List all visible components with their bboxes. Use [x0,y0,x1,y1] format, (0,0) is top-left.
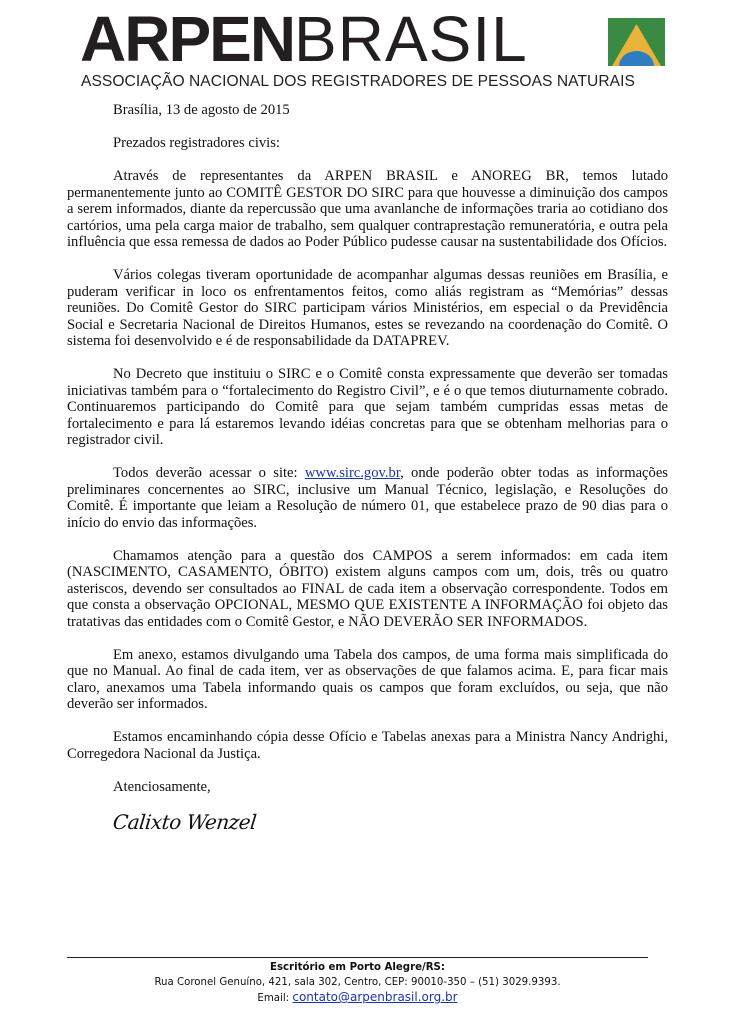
paragraph-site [67,465,668,531]
footer-email-link[interactable]: contato@arpenbrasil.org.br [292,990,458,1004]
sirc-site-link[interactable]: www.sirc.gov.br [304,465,401,481]
site-text-before: Todos deverão acessar o site: [113,465,305,481]
signature: Calixto Wenzel [111,810,258,834]
signature-block [67,809,668,835]
site-text-after: , onde poderão obter todas as informações preliminares concernentes ao SIRC, inclusive um Manual Técnico, legislação, e Resoluções do Comitê. É importante que leiam a Resolução de número 01, que estabelece prazo de 90 dias para o início do envio das informações. [67,465,668,531]
footer-divider [67,957,648,958]
letter-closing: Atenciosamente, [113,778,211,795]
paragraph-fields: Chamamos atenção para a questão dos CAMPOS a serem informados: em cada item (NASCIMENTO, CASAMENTO, ÓBITO) existem alguns campos com um, dois, três ou quatro asteriscos, devendo ser consultados ao FINAL de cada item a observação correspondente. Todos em que consta a observação OPCIONAL, MESMO QUE EXISTENTE A INFORMAÇÃO foi objeto das tratativas das entidades com o Comitê Gestor, e NÃO DEVERÃO SER INFORMADOS. [67,547,668,630]
brazil-flag-emblem-icon [608,18,665,66]
arpen-brasil-logo [0,0,738,100]
logo-wordmark-bold: ARPEN [80,3,295,75]
paragraph-decree: No Decreto que instituiu o SIRC e o Comitê consta expressamente que deverão ser tomadas iniciativas também para o “fortalecimento do Registro Civil”, e é o que temos diuturnamente cobrado. Continuaremos participando do Comitê para que sejam também cumpridas essas metas de fortalecimento e para lá estaremos levando idéias concretas para que se obtenham melhorias para o registrador civil. [67,366,668,448]
letter-salutation: Prezados registradores civis: [113,135,280,151]
logo-wordmark-light: BRASIL [294,3,528,75]
footer-address: Rua Coronel Genuíno, 421, sala 302, Centro, CEP: 90010-350 – (51) 3029.9393. [154,977,561,988]
footer-email-label: Email: [257,993,293,1004]
paragraph-meetings: Vários colegas tiveram oportunidade de acompanhar algumas dessas reuniões em Brasília, e puderam verificar in loco os enfrentamentos feitos, como aliás registram as “Memórias” dessas reuniões. Do Comitê Gestor do SIRC participam vários Ministérios, em especial o da Previdência Social e Secretaria Nacional de Direitos Humanos, estes se revezando na coordenação do Comitê. O sistema foi desenvolvido e é de responsabilidade da DATAPREV. [67,267,668,349]
letter-date: Brasília, 13 de agosto de 2015 [113,102,290,118]
footer-email-line [67,990,648,1006]
paragraph-annex: Em anexo, estamos divulgando uma Tabela dos campos, de uma forma mais simplificada do que no Manual. Ao final de cada item, ver as observações de que falamos acima. E, para ficar mais claro, anexamos uma Tabela informando quais os campos que foram excluídos, ou seja, que não deverão ser informados. [67,646,668,712]
footer [67,960,648,1006]
logo-subtitle: ASSOCIAÇÃO NACIONAL DOS REGISTRADORES DE PESSOAS NATURAIS [81,73,635,90]
paragraph-sirc-campaign: Através de representantes da ARPEN BRASIL e ANOREG BR, temos lutado permanentemente junto ao COMITÊ GESTOR DO SIRC para que houvesse a diminuição dos campos a serem informados, diante da repercussão que uma avanlanche de informações traria ao cotidiano dos cartórios, uma pela carga maior de trabalho, sem qualquer contraprestação remuneratória, e outra pela influência que essa remessa de dados ao Poder Público pudesse causar na sustentabilidade dos Ofícios. [67,168,668,250]
logo-wordmark [80,3,528,75]
paragraph-copy: Estamos encaminhando cópia desse Ofício e Tabelas anexas para a Ministra Nancy Andrighi, Corregedora Nacional da Justiça. [67,729,668,762]
letter-body [67,102,668,835]
footer-office-title: Escritório em Porto Alegre/RS: [270,962,445,973]
